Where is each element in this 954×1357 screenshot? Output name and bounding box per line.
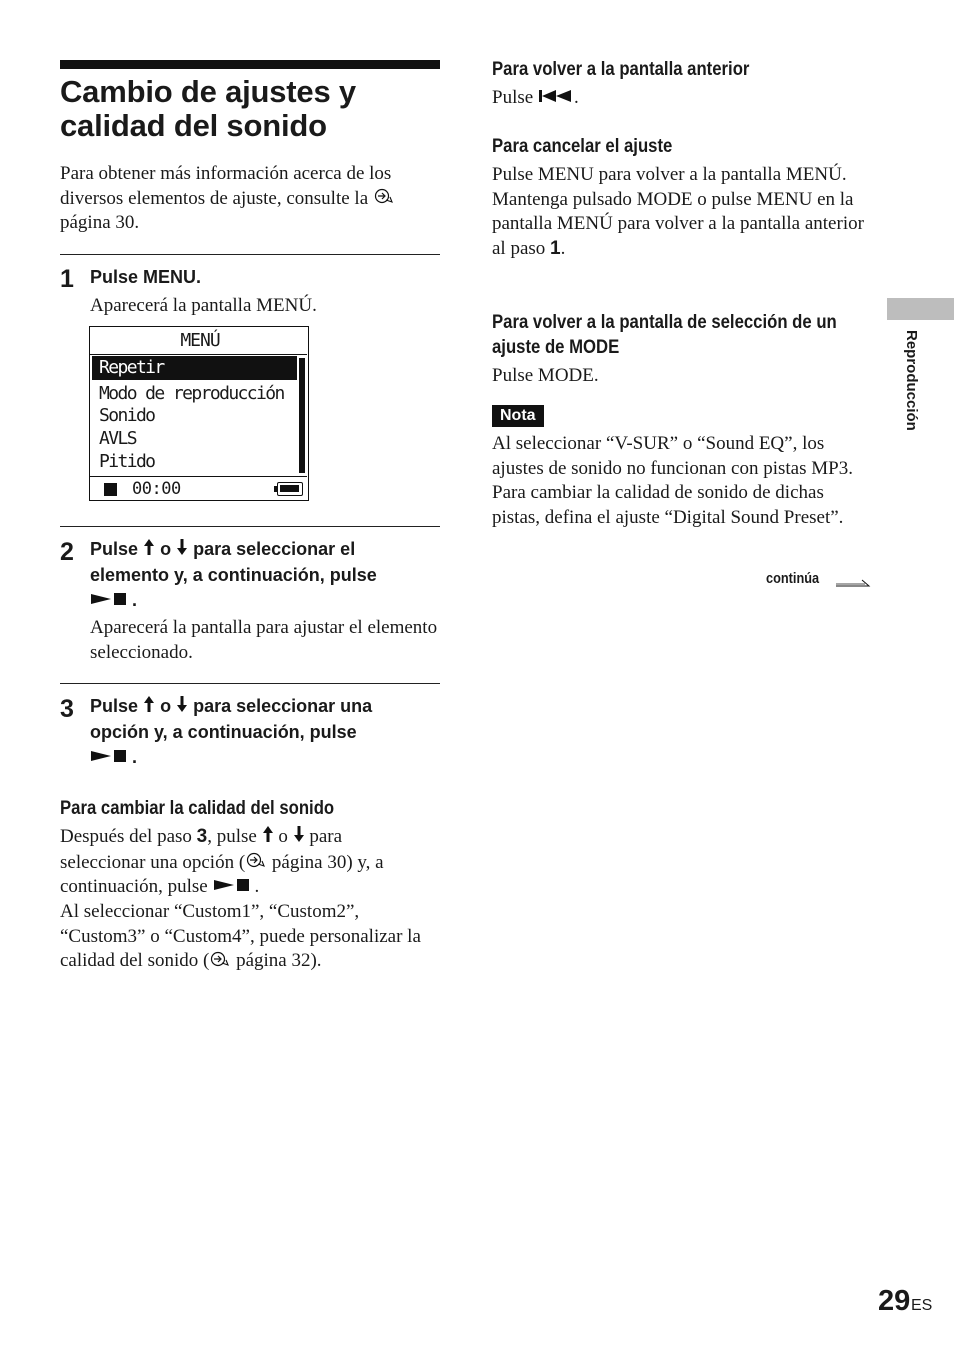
play-stop-icon [90,746,132,771]
down-arrow-icon [176,538,188,563]
menu-item-selected: Repetir [99,357,164,378]
section-heading: Para cancelar el ajuste [492,136,673,157]
divider [90,354,307,355]
title-bar [60,60,440,69]
section-paragraph: Pulse . [492,86,579,111]
section-tab [887,298,954,320]
screen-title: MENÚ [180,330,220,351]
page-number: 29 [878,1285,911,1317]
down-arrow-icon [293,825,305,851]
scrollbar [299,358,305,473]
section-heading: Para volver a la pantalla anterior [492,59,750,80]
step-number: 1 [60,265,74,293]
step-number: 2 [60,538,74,566]
time-display: 00:00 [132,479,181,499]
play-stop-icon [90,589,132,614]
divider [60,683,440,684]
scrollbar-thumb [300,359,304,472]
divider [90,476,307,477]
battery-icon [277,482,303,496]
divider [60,526,440,527]
up-arrow-icon [143,695,155,720]
page-title: Cambio de ajustes y calidad del sonido [60,74,356,143]
section-heading: Para volver a la pantalla de selección de un ajuste de MODE [492,312,837,358]
menu-item: Modo de reproducción [99,383,284,404]
continue-arrow-icon [835,575,871,593]
play-stop-icon [213,876,255,901]
section-paragraph: Pulse MODE. [492,365,599,386]
page-reference-icon [245,851,267,876]
menu-item: Pitido [99,451,155,472]
intro-paragraph: Para obtener más información acerca de los diversos elementos de ajuste, consulte la página 30. [60,162,440,236]
section-paragraph: Después del paso 3, pulse o para seleccionar una opción ( página 30) y, a continuación, pulse . Al seleccionar “Custom1”, “Custom2”, “Custom3” o “Custom4”, puede personalizar la calidad del sonido ( página 32). [60,825,442,974]
step-title: Pulse o para seleccionar una opción y, a continuación, pulse . [90,694,440,771]
stop-icon [104,483,117,496]
up-arrow-icon [262,825,274,851]
divider [60,254,440,255]
down-arrow-icon [176,695,188,720]
menu-item: AVLS [99,428,136,449]
step-title: Pulse MENU. [90,267,202,287]
page-language: ES [911,1297,933,1314]
section-heading: Para cambiar la calidad del sonido [60,798,335,819]
step-number: 3 [60,695,74,723]
page-reference-icon [209,950,231,975]
step-description: Aparecerá la pantalla MENÚ. [90,295,317,316]
previous-track-icon [538,86,574,111]
page-reference-icon [373,187,395,212]
note-badge: Nota [492,405,544,427]
note-text: Al seleccionar “V-SUR” o “Sound EQ”, los ajustes de sonido no funcionan con pistas MP3. Para cambiar la calidad de sonido de dichas pistas, defina el ajuste “Digital Sound Preset”. [492,433,853,528]
continues-label: continúa [766,570,820,587]
section-paragraph: Pulse MENU para volver a la pantalla MENÚ. Mantenga pulsado MODE o pulse MENU en la pantalla MENÚ para volver a la pantalla anterior al paso 1. [492,164,864,259]
step-title: Pulse o para seleccionar el elemento y, a continuación, pulse . [90,537,440,614]
menu-screen-illustration [89,326,309,501]
menu-item: Sonido [99,405,155,426]
section-tab-label: Reproducción [903,330,920,431]
step-description: Aparecerá la pantalla para ajustar el elemento seleccionado. [90,617,438,663]
up-arrow-icon [143,538,155,563]
